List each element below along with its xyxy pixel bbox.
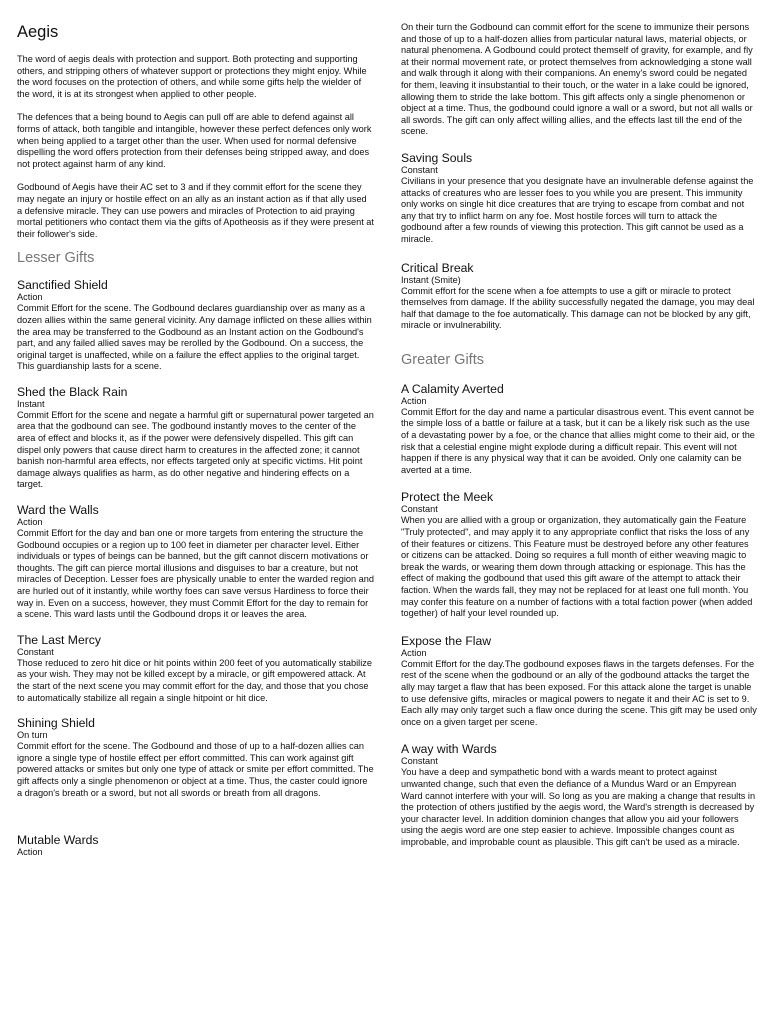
gift-type: Action <box>17 847 43 858</box>
gift-description: Commit effort for the scene when a foe attempts to use a gift or miracle to protect themselves from damage. If the ability successfully negated the damage, you may deal half that damage to the foe automatically. This damage can not be blocked by any gift, miracle or invulnerability. <box>401 285 755 331</box>
gift-a-calamity-averted <box>401 382 758 477</box>
greater-gifts-heading: Greater Gifts <box>401 351 484 368</box>
gift-a-way-with-wards <box>401 742 758 848</box>
gift-title: Shed the Black Rain <box>17 384 128 399</box>
gift-title: The Last Mercy <box>17 632 101 647</box>
right-column <box>401 22 758 861</box>
gift-title: Mutable Wards <box>17 833 99 848</box>
page-title: Aegis <box>17 23 59 41</box>
gift-type: On turn <box>17 730 48 741</box>
intro-paragraph: The defences that a being bound to Aegis can pull off are able to defend against all forms of attack, both tangible and intangible, however these perfect defences only work when being applied to a target other than the user. When used for normal defensive dispelling the word offers protection from their defenses being stripped away, and does not protect against harm of any kind. <box>17 112 372 169</box>
gift-description: Commit Effort for the scene and negate a harmful gift or supernatural power targeted an area that the godbound can see. The godbound instantly moves to the center of the area of effect and blocks it, as if the power were defensively dispelled. This gift can dispel only powers that cause direct harm to creatures in the affected zone; it cannot banish non-harmful area effects, nor effects targeted only at specific victims. Hit point damage always qualifies as harm, as do other negative and hindering effects on a target. <box>17 409 374 490</box>
gift-description: Those reduced to zero hit dice or hit points within 200 feet of you automatically stabilize as your wish. They may not be killed except by a miracle, or gift empowered attack. At the start of the next scene you may commit effort for the day, and those that you chose to automatically stabilize all regain a single hitpoint or hit dice. <box>17 657 372 703</box>
intro-paragraph: The word of aegis deals with protection and support. Both protecting and supporting others, and stripping others of whatever support or protections they might enjoy. While the word focuses on the protection of others, and while some gifts help the wielder of the word, it is at its strongest when applied to other people. <box>17 54 367 99</box>
gift-shining-shield <box>17 716 374 799</box>
gift-type: Action <box>401 647 427 658</box>
gift-ward-the-walls <box>17 503 374 621</box>
left-column <box>17 20 374 870</box>
gift-mutable-wards <box>17 833 374 858</box>
gift-description: Commit Effort for the scene. The Godbound declares guardianship over as many as a dozen allies within the same general vicinity. Any damage inflicted on these allies within the area may be transferred to the Godbound as an Instant action on the Godbound's part, and any failed allied saves may be rerolled by the Godbound. On a success, the original target is unaffected, while on a failure the effect applies to the original target. This guardianship lasts for a scene. <box>17 303 372 372</box>
gift-description-continued: On their turn the Godbound can commit effort for the scene to immunize their persons and those of up to a half-dozen allies from particular natural laws, material objects, or natural phenomena. A Godbound could protect themself of gravity, for example, and fly at their normal movement rate, or protect themselves from acknowledging a stone wall and walk through it along with their companions. An enemy's sword could be negated for them, leaving it insubstantial to their touch, or the water in a lake could be ignored, allowing them to stride the lake bottom. This gift affects only a single phenomenon or object at a time. Thus, the godbound could ignore a wall or a sword, but not all walls or all swords. The gift can only affect willing allies, and the effects last till the end of the scene. <box>401 22 753 137</box>
gift-description: Commit effort for the scene. The Godbound and those of up to a half-dozen allies can ignore a single type of hostile effect per effort committed. This can work against gift powered attacks or smites but only one type of attack or smite per effort committed. The gift affects only a single phenomenon or object at a time. Thus, the caster could ignore a dragon's breath or a sword, but not all swords or breath from all dragons. <box>17 741 374 798</box>
gift-type: Constant <box>401 504 438 515</box>
gift-description: Commit Effort for the day and ban one or more targets from entering the structure the Godbound occupies or a region up to 100 feet in diameter per character level. Either individuals or types of beings can be banned, but the gift cannot discern motivations or thoughts. The gift can pierce mortal illusions and disguises to bar a creature, but not miracles of Deception. Lesser foes are physically unable to enter the warded region and are hurled out of it instantly, while worthy foes can save versus Hardiness to force their way in. Even on a success, however, they must Commit Effort for the day to remain for a scene. This ward lasts until the Godbound drops it or leaves the area. <box>17 528 374 620</box>
gift-title: Critical Break <box>401 260 474 275</box>
lesser-gifts-heading: Lesser Gifts <box>17 250 95 267</box>
gift-type: Action <box>17 517 43 528</box>
gift-type: Instant <box>17 398 45 409</box>
gift-description: Commit Effort for the day and name a particular disastrous event. This event cannot be the simple loss of a battle or failure at a task, but it can be a likely risk such as the use of a devastating power by a foe, or the chance that allies might come to their aid, or the risk that a celestial engine might explode during a difficult repair. This event will not happen if there is any physical way that it can be avoided. Only one calamity can be averted at a time. <box>401 406 755 475</box>
gift-description: Civilians in your presence that you designate have an invulnerable defense against the attacks of creatures who are lesser foes to you while you are present. This immunity only works on single hit dice creatures that are trying to escape from combat and not any that try to inflict harm on any foe. Most hostile forces will turn to attack the godbound after a few rounds of viewing this protection. This gift cannot be used as a miracle. <box>401 175 754 244</box>
gift-sanctified-shield <box>17 278 374 373</box>
gift-title: Shining Shield <box>17 716 95 731</box>
gift-type: Constant <box>401 756 438 767</box>
gift-title: Expose the Flaw <box>401 633 492 648</box>
gift-the-last-mercy <box>17 633 374 704</box>
gift-description: When you are allied with a group or organization, they automatically gain the Feature "Truly protected", and may apply it to any appropriate conflict that risks the loss of any of their features or citizens. This Feature must be destroyed before any other features or citizens can be attacked. Doing so requires a full month of either weaving magic to break the wards, or wearing them down through attacking or espionage. This has the effect of making the godbound that used this gift aware of the attempt to attack their faction. When the wards fall, they may not be replaced for at least one full month. You may confer this feature on a number of factions with a total faction power (when added together) of half your level rounded up. <box>401 515 753 619</box>
gift-expose-the-flaw <box>401 634 758 729</box>
gift-description: You have a deep and sympathetic bond with a wards meant to protect against unwanted change, such that even the defiance of a Mundus Ward or an Empyrean Ward cannot interfere with your will. So long as you are making a change that results in the protection of others justified by the aegis word, the Ward's strength is decreased by your character level. In addition dominion changes that allow you aid your followers using the aegis word are one step easier to achieve. Impossible changes count as improbable, and improbable count as plausible. This gift can't be used as a miracle. <box>401 767 756 847</box>
gift-type: Constant <box>401 164 438 175</box>
gift-title: Saving Souls <box>401 150 473 165</box>
gift-title: A Calamity Averted <box>401 381 504 396</box>
gift-saving-souls <box>401 151 758 246</box>
gift-type: Action <box>17 292 43 303</box>
gift-protect-the-meek <box>401 490 758 619</box>
gift-description: Commit Effort for the day.The godbound exposes flaws in the targets defenses. For the rest of the scene when the godbound or an ally of the godbound attacks the target the ally may target a flaw that has been exposed. For this attack alone the target is unable to use defensive gifts, miracles or magical powers to negate it and their AC is set to 9. Each ally may only target such a flaw once during the scene. This gift may be used only once on a given target per scene. <box>401 658 757 727</box>
gift-critical-break <box>401 261 758 332</box>
gift-title: A way with Wards <box>401 742 497 757</box>
intro-paragraph: Godbound of Aegis have their AC set to 3 and if they commit effort for the scene they may negate an injury or hostile effect on an ally as an instant action as if that ally used a defensive miracle. They can use powers and miracles of Protection to aid praying mortal petitioners who contact them via the gifts of Apotheosis as if they were present at their follower's side. <box>17 182 374 239</box>
gift-title: Sanctified Shield <box>17 278 108 293</box>
gift-type: Instant (Smite) <box>401 274 461 285</box>
gift-title: Protect the Meek <box>401 490 494 505</box>
gift-shed-the-black-rain <box>17 385 374 491</box>
gift-type: Action <box>401 395 427 406</box>
gift-type: Constant <box>17 646 54 657</box>
gift-title: Ward the Walls <box>17 503 99 518</box>
